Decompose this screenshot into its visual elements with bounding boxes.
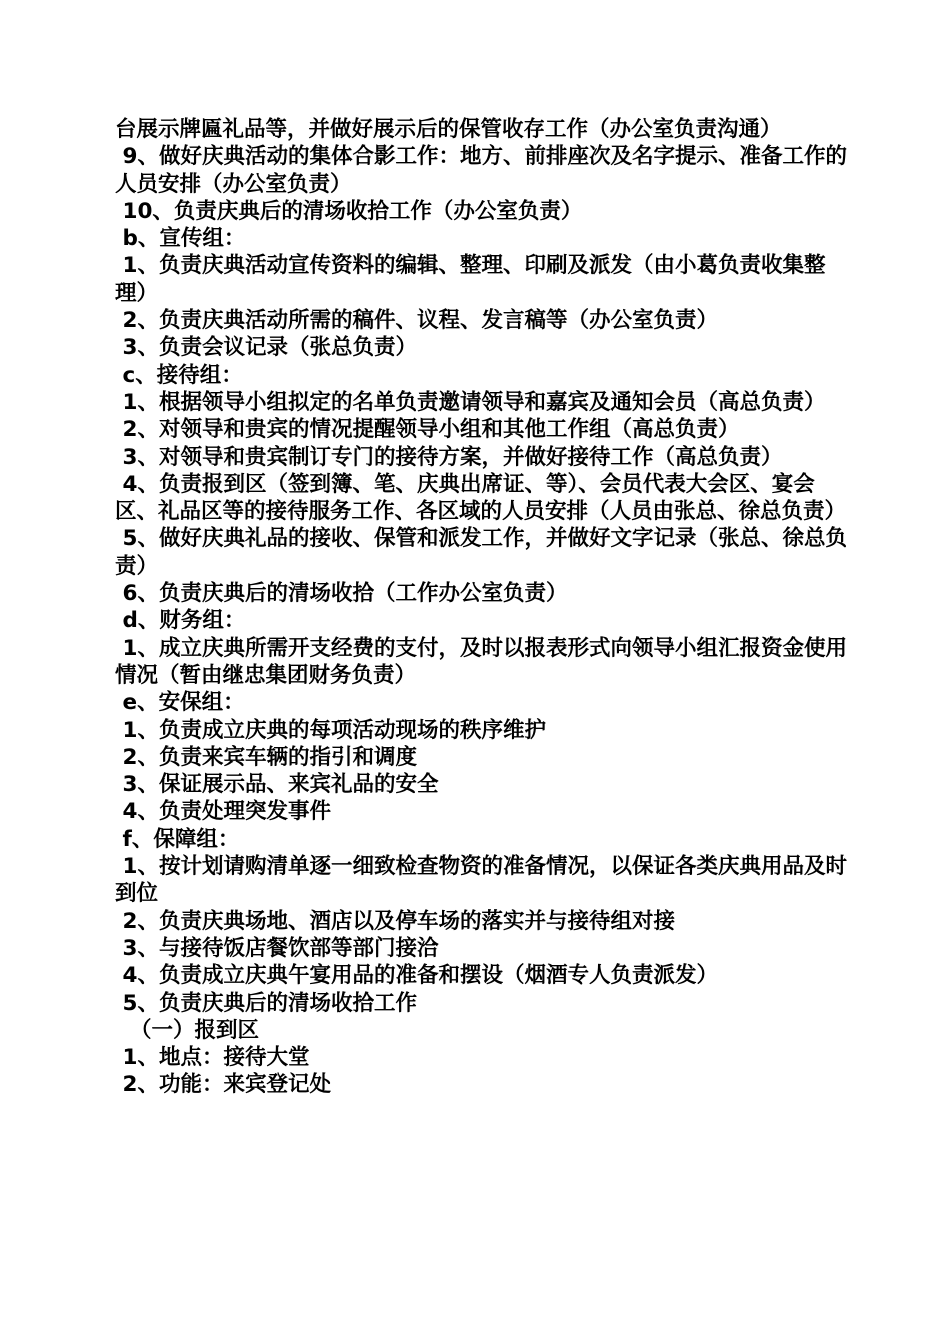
section-heading: b、宣传组： <box>115 226 246 252</box>
paragraph: 1、成立庆典所需开支经费的支付，及时以报表形式向领导小组汇报资金使用情况（暂由继忠集团财务负责） <box>115 635 847 688</box>
section-heading: （一）报到区 <box>115 1017 259 1043</box>
paragraph: 1、负责成立庆典的每项活动现场的秩序维护 <box>115 717 546 743</box>
paragraph: 3、负责会议记录（张总负责） <box>115 335 417 361</box>
paragraph: 2、功能：来宾登记处 <box>115 1072 331 1098</box>
paragraph: 4、负责成立庆典午宴用品的准备和摆设（烟酒专人负责派发） <box>115 963 718 989</box>
paragraph: 台展示牌匾礼品等，并做好展示后的保管收存工作（办公室负责沟通） <box>115 117 782 142</box>
paragraph: 3、与接待饭店餐饮部等部门接洽 <box>115 935 439 961</box>
section-heading: f、保障组： <box>115 826 240 852</box>
section-heading: c、接待组： <box>115 362 243 388</box>
paragraph: 2、负责庆典场地、酒店以及停车场的落实并与接待组对接 <box>115 908 675 934</box>
paragraph: 2、负责庆典活动所需的稿件、议程、发言稿等（办公室负责） <box>115 308 718 334</box>
paragraph: 4、负责报到区（签到簿、笔、庆典出席证、等）、会员代表大会区、宴会区、礼品区等的接待服务工作、各区域的人员安排（人员由张总、徐总负责） <box>115 471 847 525</box>
paragraph: 1、地点：接待大堂 <box>115 1045 310 1071</box>
paragraph: 2、负责来宾车辆的指引和调度 <box>115 744 417 770</box>
paragraph: 6、负责庆典后的清场收拾（工作办公室负责） <box>115 581 568 607</box>
paragraph: 9、做好庆典活动的集体合影工作：地方、前排座次及名字提示、准备工作的人员安排（办公室负责） <box>115 144 847 197</box>
section-heading: d、财务组： <box>115 608 246 634</box>
paragraph: 1、根据领导小组拟定的名单负责邀请领导和嘉宾及通知会员（高总负责） <box>115 389 826 415</box>
paragraph: 10、负责庆典后的清场收拾工作（办公室负责） <box>115 198 583 224</box>
paragraph: 5、做好庆典礼品的接收、保管和派发工作，并做好文字记录（张总、徐总负责） <box>115 526 847 579</box>
paragraph: 1、负责庆典活动宣传资料的编辑、整理、印刷及派发（由小葛负责收集整理） <box>115 253 826 306</box>
paragraph: 5、负责庆典后的清场收拾工作 <box>115 990 417 1016</box>
paragraph: 2、对领导和贵宾的情况提醒领导小组和其他工作组（高总负责） <box>115 417 740 443</box>
paragraph: 1、按计划请购清单逐一细致检查物资的准备情况，以保证各类庆典用品及时到位 <box>115 854 847 907</box>
paragraph: 3、保证展示品、来宾礼品的安全 <box>115 772 439 798</box>
paragraph: 4、负责处理突发事件 <box>115 799 331 825</box>
document-body <box>115 116 850 1099</box>
section-heading: e、安保组： <box>115 690 245 716</box>
paragraph: 3、对领导和贵宾制订专门的接待方案，并做好接待工作（高总负责） <box>115 444 783 470</box>
